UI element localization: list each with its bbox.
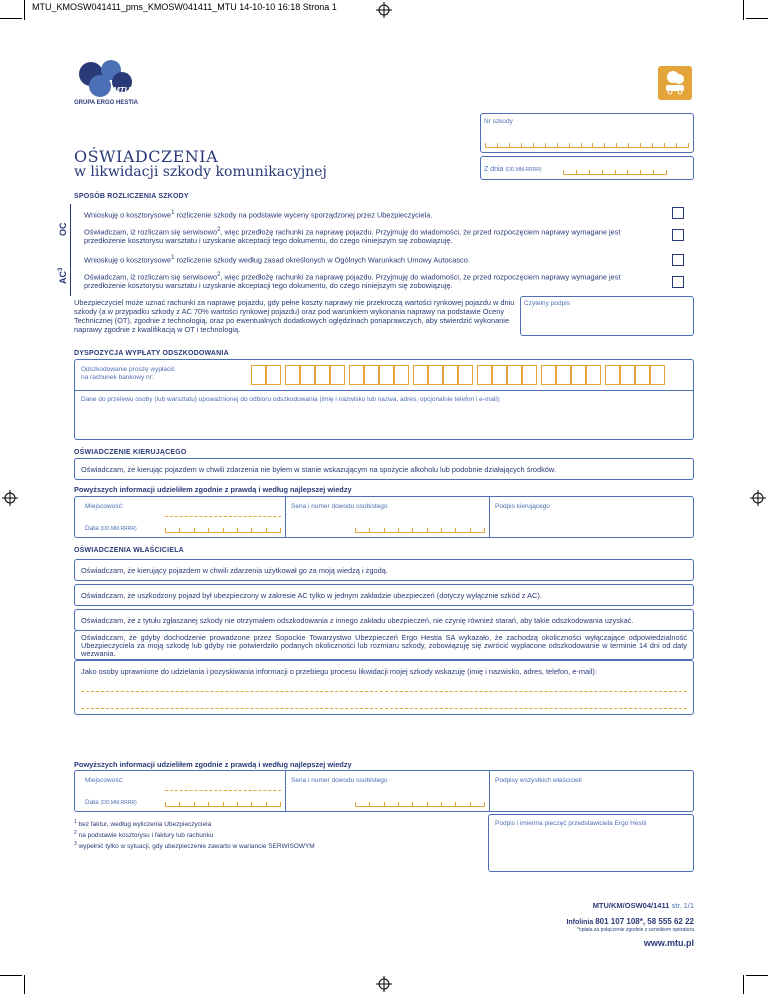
tick-mark — [165, 802, 166, 806]
tick-mark — [237, 802, 238, 806]
place-label: Miejscowość: — [85, 777, 124, 784]
signature-label: Czytelny podpis — [524, 300, 570, 307]
account-digit-box[interactable] — [458, 365, 473, 385]
authorized-persons-line-2[interactable] — [81, 708, 687, 709]
tick-mark — [398, 528, 399, 532]
owner-statement-3 — [74, 609, 694, 631]
oc-tag: OC — [58, 222, 68, 236]
tick-mark — [165, 528, 166, 532]
tick-mark — [688, 143, 689, 147]
tick-mark — [369, 528, 370, 532]
tick-mark — [653, 170, 654, 174]
tick-mark — [441, 802, 442, 806]
id-field[interactable] — [355, 527, 485, 533]
place-field[interactable] — [165, 516, 281, 517]
crop-mark — [0, 18, 22, 19]
ac-option-2-checkbox[interactable] — [672, 276, 684, 288]
authorized-persons-line-1[interactable] — [81, 691, 687, 692]
tick-mark — [485, 143, 486, 147]
account-digit-box[interactable] — [330, 365, 345, 385]
tick-mark — [251, 528, 252, 532]
tick-mark — [627, 170, 628, 174]
claim-date-label: Z dnia (DD.MM.RRRR) — [484, 166, 542, 173]
account-digit-box[interactable] — [620, 365, 635, 385]
tick-mark — [533, 143, 534, 147]
driver-signature-label: Podpis kierującego — [495, 503, 550, 510]
tick-mark — [208, 802, 209, 806]
tick-mark — [569, 143, 570, 147]
tick-mark — [179, 802, 180, 806]
payout-box — [74, 359, 694, 440]
ac-option-2-text: Oświadczam, iż rozliczam się serwisowo$^2$, więc przedłożę rachunki za naprawę pojazdu. Przyjmuję do wiadomości, że przed rozpoczęciem naprawy wymagane jest przedłożenie kosztorysu warsztatu i uzyskanie akceptacji tego dokumentu, do czego niniejszym się zobowiązuję. — [84, 272, 621, 291]
tick-mark — [280, 802, 281, 806]
footnote: $^3$ wypełnić tylko w sytuacji, gdy ubezpieczenie zawarto w wariancie SERWISOWYM — [74, 841, 315, 851]
tick-mark — [384, 528, 385, 532]
claim-date-box — [480, 156, 694, 180]
page-subtitle: w likwidacji szkody komunikacyjnej — [74, 164, 327, 180]
account-digit-box[interactable] — [349, 365, 364, 385]
tick-mark — [604, 143, 605, 147]
footnotes — [74, 818, 315, 851]
account-digit-box[interactable] — [605, 365, 620, 385]
tick-mark — [194, 528, 195, 532]
tick-mark — [592, 143, 593, 147]
tick-mark — [355, 802, 356, 806]
tick-mark — [237, 528, 238, 532]
tick-mark — [179, 528, 180, 532]
section-heading: OŚWIADCZENIA WŁAŚCICIELA — [74, 547, 184, 554]
owner-statement-text: Oświadczam, że kierujący pojazdem w chwili zdarzenia użytkował go za moją wiedzą i zgodą. — [81, 566, 388, 575]
id-field[interactable] — [355, 801, 485, 807]
tick-mark — [266, 528, 267, 532]
claim-number-label: Nr szkody — [484, 118, 513, 125]
tick-mark — [251, 802, 252, 806]
section-heading: SPOSÓB ROZLICZENIA SZKODY — [74, 193, 189, 200]
account-digit-box[interactable] — [285, 365, 300, 385]
car-emblem-icon — [658, 66, 692, 100]
crop-mark — [746, 975, 768, 976]
crop-mark — [746, 18, 768, 19]
account-digit-box[interactable] — [477, 365, 492, 385]
registration-mark — [376, 976, 392, 992]
tick-mark — [545, 143, 546, 147]
date-label: Data (DD.MM.RRRR) — [85, 525, 137, 532]
tick-mark — [280, 528, 281, 532]
transfer-data-field[interactable] — [79, 406, 689, 436]
account-digit-box[interactable] — [443, 365, 458, 385]
account-digit-box[interactable] — [251, 365, 266, 385]
authorized-persons-box — [74, 660, 694, 715]
tick-mark — [455, 528, 456, 532]
logo-company: GRUPA ERGO HESTIA — [74, 100, 139, 106]
driver-fields-box — [74, 496, 694, 538]
place-field[interactable] — [165, 790, 281, 791]
account-digit-box[interactable] — [266, 365, 281, 385]
tick-mark — [208, 528, 209, 532]
tick-mark — [616, 143, 617, 147]
account-digit-box[interactable] — [394, 365, 409, 385]
tick-mark — [563, 170, 564, 174]
account-digit-box[interactable] — [541, 365, 556, 385]
driver-statement: Oświadczam, że kierując pojazdem w chwili zdarzenia nie byłem w stanie wskazującym na spożycie alkoholu lub podobnie działających środków. — [81, 465, 556, 474]
date-field[interactable] — [165, 801, 281, 807]
tick-mark — [652, 143, 653, 147]
account-label: Odszkodowanie proszę wypłacić na rachunek bankowy nr: — [81, 366, 175, 381]
tick-mark — [676, 143, 677, 147]
owner-statement-1 — [74, 559, 694, 581]
infolinia: Infolinia 801 107 108*, 58 555 62 22 — [566, 917, 694, 926]
account-digit-box[interactable] — [571, 365, 586, 385]
footnote: $^2$ na podstawie kosztorysu i faktury lub rachunku — [74, 830, 214, 840]
account-digit-box[interactable] — [300, 365, 315, 385]
truth-statement: Powyższych informacji udzieliłem zgodnie z prawdą i według najlepszej wiedzy — [74, 485, 352, 494]
ac-tag: $AC^3$ — [58, 267, 68, 284]
ac-option-1-checkbox[interactable] — [672, 254, 684, 266]
tick-mark — [412, 528, 413, 532]
bracket — [70, 204, 71, 296]
owner-statement-4 — [74, 630, 694, 660]
tick-mark — [355, 528, 356, 532]
tick-mark — [266, 802, 267, 806]
print-header: MTU_KMOSW041411_pms_KMOSW041411_MTU 14-10-10 16:18 Strona 1 — [32, 2, 337, 12]
owners-signature-label: Podpisy wszystkich właścicieli — [495, 777, 582, 784]
footnote: $^1$ bez faktur, według wyliczenia Ubezpieczyciela — [74, 819, 212, 829]
claim-number-field[interactable] — [485, 142, 689, 148]
account-digit-box[interactable] — [556, 365, 571, 385]
insurer-note: Ubezpieczyciel może uznać rachunki za naprawę pojazdu, gdy pełne koszty naprawy nie przekroczą wartości rynkowej pojazdu w dniu szkody (a w przypadku szkody z AC 70% wartości rynkowej pojazdu) oraz pod warunkiem wykonania naprawy na podstawie Oceny Technicznej (OT), zgodnie z technologią, oraz po ewentualnych dodatkowych oględzinach ponaprawczych, aby stwierdzić wykonanie naprawy zgodnie z kwalifikacją w OT i technologią. — [74, 298, 515, 334]
account-digit-box[interactable] — [315, 365, 330, 385]
signature-box[interactable] — [520, 296, 694, 336]
claim-number-box — [480, 113, 694, 153]
id-label: Seria i numer dowodu osobistego — [291, 503, 388, 510]
representative-label: Podpis i imienna pieczęć przedstawiciela Ergo Hestii — [495, 820, 647, 827]
tick-mark — [484, 528, 485, 532]
registration-mark — [376, 2, 392, 18]
authorized-persons-label: Jako osoby uprawnione do udzielania i pozyskiwania informacji o przebiegu procesu likwidacji mojej szkody wskazuję (imię i nazwisko, adres, telefon, e-mail): — [81, 667, 597, 676]
tick-mark — [194, 802, 195, 806]
registration-mark — [750, 490, 766, 506]
id-label: Seria i numer dowodu osobistego — [291, 777, 388, 784]
tick-mark — [455, 802, 456, 806]
tick-mark — [615, 170, 616, 174]
date-field[interactable] — [165, 527, 281, 533]
tick-mark — [223, 802, 224, 806]
date-label: Data (DD.MM.RRRR) — [85, 799, 137, 806]
oc-option-2-checkbox[interactable] — [672, 229, 684, 241]
account-digit-box[interactable] — [364, 365, 379, 385]
tick-mark — [497, 143, 498, 147]
claim-date-field[interactable] — [563, 169, 667, 175]
tick-mark — [628, 143, 629, 147]
account-number-field[interactable] — [251, 365, 691, 387]
tick-mark — [509, 143, 510, 147]
tick-mark — [521, 143, 522, 147]
ac-option-1-text: Wnioskuję o kosztorysowe$^1$ rozliczenie szkody według zasad określonych w Ogólnych Warunkach Umowy Autocasco. — [84, 255, 470, 265]
account-digit-box[interactable] — [492, 365, 507, 385]
representative-signature-box[interactable] — [488, 814, 694, 872]
driver-statement-box — [74, 458, 694, 480]
tick-mark — [427, 802, 428, 806]
account-digit-box[interactable] — [379, 365, 394, 385]
form-code: MTU/KM/OSW04/1411 str. 1/1 — [592, 901, 694, 910]
account-digit-box[interactable] — [507, 365, 522, 385]
tick-mark — [576, 170, 577, 174]
tick-mark — [557, 143, 558, 147]
tick-mark — [640, 143, 641, 147]
place-label: Miejscowość: — [85, 503, 124, 510]
tick-mark — [384, 802, 385, 806]
account-digit-box[interactable] — [635, 365, 650, 385]
tick-mark — [470, 528, 471, 532]
crop-mark — [24, 0, 25, 20]
account-digit-box[interactable] — [428, 365, 443, 385]
tick-mark — [412, 802, 413, 806]
crop-mark — [0, 975, 22, 976]
tick-mark — [427, 528, 428, 532]
section-heading: DYSPOZYCJA WYPŁATY ODSZKODOWANIA — [74, 350, 229, 357]
tick-mark — [602, 170, 603, 174]
tick-mark — [369, 802, 370, 806]
tick-mark — [223, 528, 224, 532]
section-heading: OŚWIADCZENIE KIERUJĄCEGO — [74, 449, 187, 456]
crop-mark — [743, 0, 744, 20]
crop-mark — [24, 975, 25, 994]
oc-option-2-text: Oświadczam, iż rozliczam się serwisowo$^2$, więc przedłożę rachunki za naprawę pojazdu. Przyjmuję do wiadomości, że przed rozpoczęciem naprawy wymagane jest przedłożenie kosztorysu warsztatu i uzyskanie akceptacji tego dokumentu, do czego niniejszym się zobowiązuję. — [84, 227, 621, 246]
website-link[interactable]: www.mtu.pl — [643, 938, 694, 948]
tick-mark — [640, 170, 641, 174]
tick-mark — [581, 143, 582, 147]
truth-statement: Powyższych informacji udzieliłem zgodnie z prawdą i według najlepszej wiedzy — [74, 760, 352, 769]
infolinia-note: *opłata za połączenie zgodnie z cennikiem operatora — [576, 927, 694, 933]
account-digit-box[interactable] — [586, 365, 601, 385]
registration-mark — [2, 490, 18, 506]
tick-mark — [484, 802, 485, 806]
tick-mark — [441, 528, 442, 532]
page-title: OŚWIADCZENIA — [74, 147, 219, 166]
owner-statement-2 — [74, 584, 694, 606]
oc-option-1-text: Wnioskuję o kosztorysowe$^1$ rozliczenie szkody na podstawie wyceny sporządzonej przez Ubezpieczyciela. — [84, 210, 433, 220]
owner-statement-text: Oświadczam, że uszkodzony pojazd był ubezpieczony w zakresie AC tylko w jednym zakładzie ubezpieczeń (dotyczy wyłącznie szkód z AC). — [81, 591, 542, 600]
owner-fields-box — [74, 770, 694, 812]
tick-mark — [666, 170, 667, 174]
transfer-data-label: Dane do przelewu osoby (lub warsztatu) upoważnionej do odbioru odszkodowania (imię i nazwisko lub nazwa, adres, opcjonalnie telefon i e-mail): — [81, 396, 501, 403]
logo-brand: MTU — [113, 86, 131, 95]
crop-mark — [743, 975, 744, 994]
oc-option-1-checkbox[interactable] — [672, 207, 684, 219]
tick-mark — [470, 802, 471, 806]
account-digit-box[interactable] — [522, 365, 537, 385]
owner-statement-text: Oświadczam, że gdyby dochodzenie prowadzone przez Sopockie Towarzystwo Ubezpieczeń Ergo Hestia SA wykazało, że zachodzą okoliczności wyłączające odpowiedzialność Ubezpieczyciela za moją szkodę lub gdyby nie potwierdziło podanych okoliczności lub rozmiaru szkody, zobowiązuję się zwrócić wypłacone odszkodowanie w terminie 14 dni od daty wezwania. — [81, 633, 687, 658]
owner-statement-text: Oświadczam, że z tytułu zgłaszanej szkody nie otrzymałem odszkodowania z innego zakładu ubezpieczeń, nie czynię również starań, aby takie odszkodowania uzyskać. — [81, 616, 634, 625]
tick-mark — [398, 802, 399, 806]
tick-mark — [589, 170, 590, 174]
account-digit-box[interactable] — [650, 365, 665, 385]
tick-mark — [664, 143, 665, 147]
account-digit-box[interactable] — [413, 365, 428, 385]
